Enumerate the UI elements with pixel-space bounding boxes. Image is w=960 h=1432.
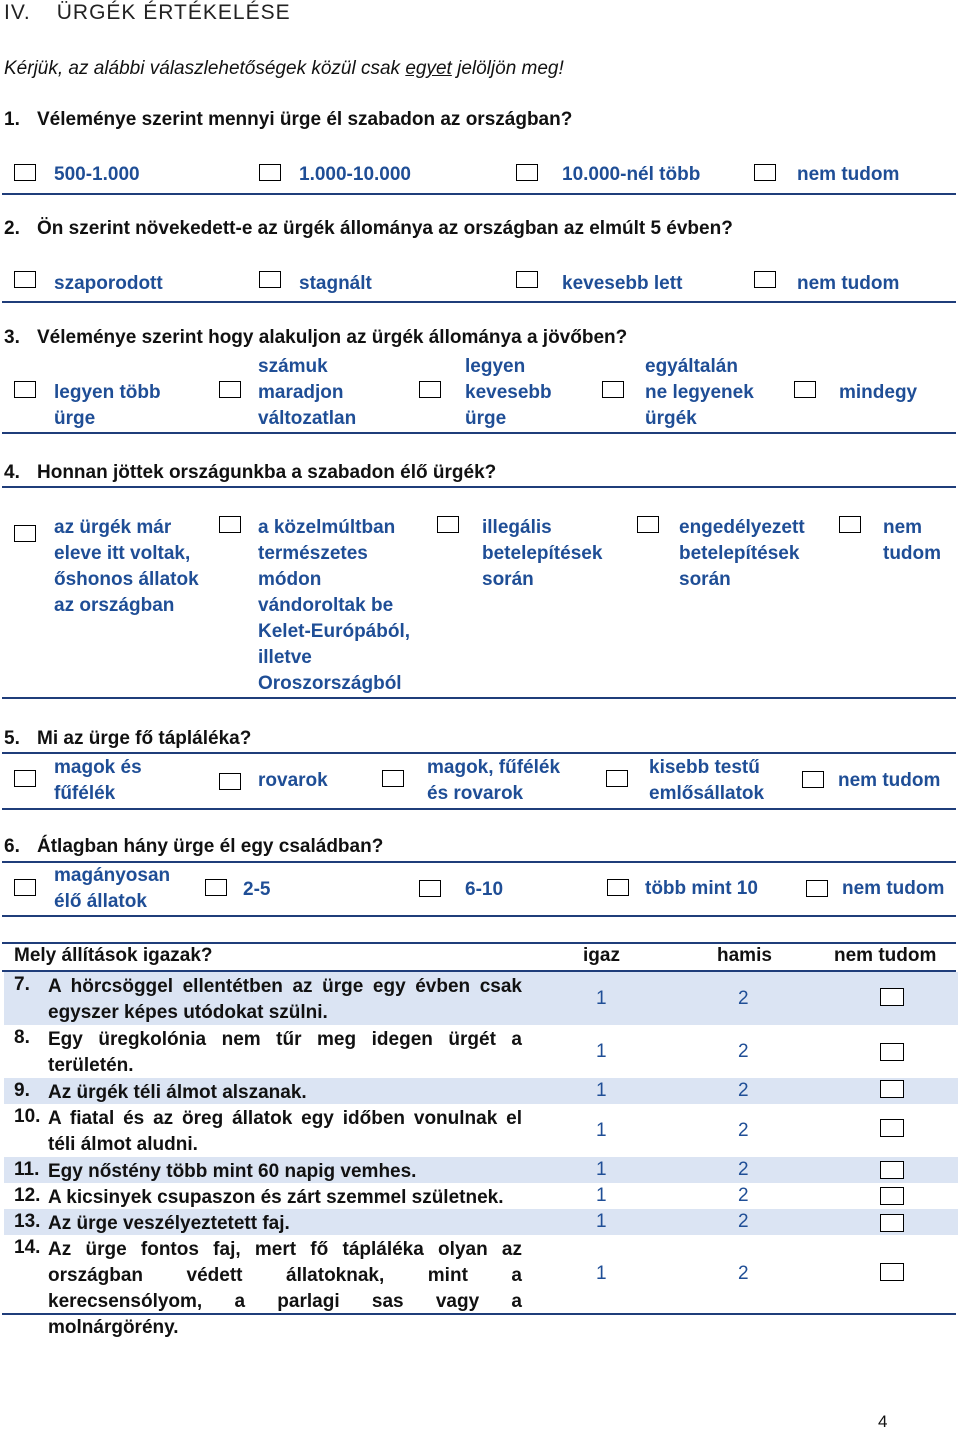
q6-option-3-label: 6-10 <box>465 879 504 900</box>
q5-option-1-label <box>54 755 142 807</box>
q5-option-3-checkbox[interactable] <box>382 770 404 787</box>
q3-option-1-label <box>54 354 161 432</box>
row-statement: A kicsinyek csupaszon és zárt szemmel születnek. <box>48 1187 504 1208</box>
section-number: IV. <box>4 1 31 24</box>
false-value[interactable]: 2 <box>738 988 749 1009</box>
question-5 <box>4 728 251 750</box>
question-text: Véleménye szerint hogy alakuljon az ürgék állománya a jövőben? <box>37 327 628 348</box>
question-3 <box>4 327 627 349</box>
row-number: 9. <box>14 1080 30 1101</box>
q4-option-1-label <box>54 515 199 619</box>
unknown-checkbox[interactable] <box>880 1187 904 1205</box>
question-6 <box>4 836 383 858</box>
q1-option-3-label: 10.000-nél több <box>562 164 701 185</box>
label-line: őshonos állatok <box>54 569 199 590</box>
label-line: kevesebb <box>465 382 552 403</box>
table-top-rule <box>2 942 956 944</box>
row-statement: Az ürge fontos faj, mert fő tápláléka olyan az országban védett állatoknak, mint a kerecsensólyom, a parlagi sas vagy a molnárgörény. <box>48 1239 522 1338</box>
row-number: 10. <box>14 1106 41 1127</box>
label-line: betelepítések <box>482 543 603 564</box>
divider <box>2 301 956 303</box>
table-row <box>4 1209 958 1235</box>
q3-option-1-checkbox[interactable] <box>14 381 36 398</box>
q5-option-4-checkbox[interactable] <box>606 770 628 787</box>
label-line: magok és <box>54 757 142 778</box>
q5-option-5-label: nem tudom <box>838 770 941 791</box>
question-number: 2. <box>4 218 20 239</box>
header-statement: Mely állítások igazak? <box>14 945 213 966</box>
row-statement: Egy nőstény több mint 60 napig vemhes. <box>48 1161 417 1182</box>
q4-option-5-label <box>883 515 941 567</box>
unknown-checkbox[interactable] <box>880 1080 904 1098</box>
question-1 <box>4 109 572 131</box>
true-value[interactable]: 1 <box>596 1080 607 1101</box>
row-number: 7. <box>14 974 30 995</box>
divider <box>2 808 956 810</box>
instruction-end: jelöljön meg! <box>451 58 564 79</box>
unknown-checkbox[interactable] <box>880 1214 904 1232</box>
q6-option-4-checkbox[interactable] <box>607 879 629 896</box>
section-title-text: ÜRGÉK ÉRTÉKELÉSE <box>56 1 291 24</box>
unknown-checkbox[interactable] <box>880 1119 904 1137</box>
table-row <box>4 1078 958 1104</box>
instruction <box>4 58 564 80</box>
page-number: 4 <box>878 1412 888 1431</box>
q6-option-2-checkbox[interactable] <box>205 879 227 896</box>
label-line: kisebb testű <box>649 757 760 778</box>
question-number: 3. <box>4 327 20 348</box>
q4-option-2-checkbox[interactable] <box>219 516 241 533</box>
header-unknown: nem tudom <box>834 945 937 966</box>
header-true: igaz <box>583 945 620 966</box>
row-statement: Egy üregkolónia nem tűr meg idegen ürgét a területén. <box>48 1029 522 1076</box>
q3-option-4-label <box>645 354 754 432</box>
q5-option-4-label <box>649 755 764 807</box>
label-line: Oroszországból <box>258 673 402 694</box>
q2-option-1-label: szaporodott <box>54 273 163 294</box>
q4-option-5-checkbox[interactable] <box>839 516 861 533</box>
q6-option-5-label: nem tudom <box>842 878 945 899</box>
question-text: Ön szerint növekedett-e az ürgék állománya az országban az elmúlt 5 évben? <box>37 218 733 239</box>
table-row <box>4 972 958 1025</box>
true-value[interactable]: 1 <box>596 1211 607 1232</box>
q2-option-3-checkbox[interactable] <box>516 271 538 288</box>
row-number: 8. <box>14 1027 30 1048</box>
label-line: ürge <box>54 408 96 429</box>
q5-option-3-label <box>427 755 560 807</box>
q6-option-5-checkbox[interactable] <box>806 880 828 897</box>
q6-option-4-label: több mint 10 <box>645 878 758 899</box>
question-text: Honnan jöttek országunkba a szabadon élő ürgék? <box>37 462 497 483</box>
instruction-text: Kérjük, az alábbi válaszlehetőségek közül csak <box>4 58 406 79</box>
label-line: eleve itt voltak, <box>54 543 191 564</box>
question-4 <box>4 462 496 484</box>
row-number: 11. <box>14 1159 40 1180</box>
q2-option-4-label: nem tudom <box>797 273 900 294</box>
label-line: élő állatok <box>54 891 147 912</box>
label-line: egyáltalán <box>645 356 738 377</box>
q3-option-2-checkbox[interactable] <box>219 381 241 398</box>
label-line: ürgék <box>645 408 697 429</box>
q2-option-2-label: stagnált <box>299 273 372 294</box>
q4-option-1-checkbox[interactable] <box>14 525 36 542</box>
true-value[interactable]: 1 <box>596 1159 607 1180</box>
q2-option-4-checkbox[interactable] <box>754 271 776 288</box>
q6-option-1-label <box>54 863 170 915</box>
question-text: Átlagban hány ürge él egy családban? <box>37 836 384 857</box>
label-line: során <box>482 569 534 590</box>
label-line: módon <box>258 569 322 590</box>
q1-option-2-checkbox[interactable] <box>259 164 281 181</box>
label-line: Kelet-Európából, <box>258 621 411 642</box>
label-line: legyen több <box>54 382 161 403</box>
table-row <box>4 1235 958 1338</box>
q5-option-5-checkbox[interactable] <box>802 771 824 788</box>
q4-option-3-checkbox[interactable] <box>437 516 459 533</box>
divider <box>2 752 956 754</box>
label-line: az ürgék már <box>54 517 172 538</box>
question-2 <box>4 218 733 240</box>
table-row <box>4 1025 958 1078</box>
label-line: során <box>679 569 731 590</box>
divider <box>2 915 956 917</box>
true-value[interactable]: 1 <box>596 1263 607 1284</box>
false-value[interactable]: 2 <box>738 1211 749 1232</box>
q5-option-2-checkbox[interactable] <box>219 773 241 790</box>
q5-option-2-label: rovarok <box>258 770 328 791</box>
row-number: 14. <box>14 1237 41 1258</box>
divider <box>2 432 956 434</box>
false-value[interactable]: 2 <box>738 1185 749 1206</box>
unknown-checkbox[interactable] <box>880 1043 904 1061</box>
q2-option-1-checkbox[interactable] <box>14 271 36 288</box>
label-line <box>54 354 161 380</box>
label-line: engedélyezett <box>679 517 805 538</box>
unknown-checkbox[interactable] <box>880 1161 904 1179</box>
row-number: 13. <box>14 1211 41 1232</box>
q4-option-3-label <box>482 515 602 593</box>
table-row <box>4 1157 958 1183</box>
table-row <box>4 1183 958 1209</box>
q3-option-3-label <box>465 354 552 432</box>
q1-option-1-label: 500-1.000 <box>54 164 140 185</box>
label-line: emlősállatok <box>649 783 765 804</box>
question-number: 6. <box>4 836 20 857</box>
q1-option-4-checkbox[interactable] <box>754 164 776 181</box>
label-line: természetes <box>258 543 368 564</box>
false-value[interactable]: 2 <box>738 1159 749 1180</box>
true-value[interactable]: 1 <box>596 988 607 1009</box>
table-row <box>4 1104 958 1157</box>
label-line: ürge <box>465 408 507 429</box>
q3-option-5-label: mindegy <box>839 382 918 403</box>
question-text: Véleménye szerint mennyi ürge él szabadon az országban? <box>37 109 573 130</box>
section-title <box>4 1 291 25</box>
label-line: fűfélék <box>54 783 116 804</box>
true-value[interactable]: 1 <box>596 1185 607 1206</box>
instruction-underlined: egyet <box>405 58 452 79</box>
divider <box>2 193 956 195</box>
true-value[interactable]: 1 <box>596 1041 607 1062</box>
row-statement: A fiatal és az öreg állatok egy időben vonulnak el téli álmot aludni. <box>48 1108 522 1155</box>
label-line: az országban <box>54 595 175 616</box>
q1-option-1-checkbox[interactable] <box>14 164 36 181</box>
label-line: maradjon <box>258 382 344 403</box>
row-statement: Az ürge veszélyeztetett faj. <box>48 1213 290 1234</box>
label-line: és rovarok <box>427 783 524 804</box>
question-number: 5. <box>4 728 20 749</box>
header-false: hamis <box>717 945 772 966</box>
question-number: 4. <box>4 462 20 483</box>
q6-option-3-checkbox[interactable] <box>419 880 441 897</box>
q4-option-4-label <box>679 515 805 593</box>
question-text: Mi az ürge fő tápláléka? <box>37 728 252 749</box>
q6-option-1-checkbox[interactable] <box>14 879 36 896</box>
label-line: tudom <box>883 543 942 564</box>
label-line: vándoroltak be <box>258 595 394 616</box>
label-line: számuk <box>258 356 328 377</box>
q2-option-2-checkbox[interactable] <box>259 271 281 288</box>
q3-option-2-label <box>258 354 356 432</box>
q1-option-2-label: 1.000-10.000 <box>299 164 411 185</box>
q4-option-4-checkbox[interactable] <box>637 516 659 533</box>
label-line: illetve <box>258 647 312 668</box>
question-number: 1. <box>4 109 20 130</box>
row-statement: A hörcsöggel ellentétben az ürge egy évben csak egyszer képes utódokat szülni. <box>48 976 522 1023</box>
false-value[interactable]: 2 <box>738 1080 749 1101</box>
q1-option-3-checkbox[interactable] <box>516 164 538 181</box>
row-number: 12. <box>14 1185 41 1206</box>
unknown-checkbox[interactable] <box>880 988 904 1006</box>
label-line: illegális <box>482 517 552 538</box>
divider <box>2 697 956 699</box>
false-value[interactable]: 2 <box>738 1263 749 1284</box>
q1-option-4-label: nem tudom <box>797 164 900 185</box>
q3-option-4-checkbox[interactable] <box>602 381 624 398</box>
unknown-checkbox[interactable] <box>880 1263 904 1281</box>
q6-option-2-label: 2-5 <box>243 879 271 900</box>
label-line: magányosan <box>54 865 171 886</box>
label-line: ne legyenek <box>645 382 754 403</box>
divider <box>2 486 956 488</box>
label-line: magok, fűfélék <box>427 757 561 778</box>
q2-option-3-label: kevesebb lett <box>562 273 683 294</box>
row-statement: Az ürgék téli álmot alszanak. <box>48 1082 307 1103</box>
false-value[interactable]: 2 <box>738 1041 749 1062</box>
label-line: betelepítések <box>679 543 800 564</box>
label-line: nem <box>883 517 923 538</box>
label-line: változatlan <box>258 408 357 429</box>
q5-option-1-checkbox[interactable] <box>14 770 36 787</box>
label-line: legyen <box>465 356 526 377</box>
table-bottom-rule <box>2 1313 956 1315</box>
false-value[interactable]: 2 <box>738 1120 749 1141</box>
true-value[interactable]: 1 <box>596 1120 607 1141</box>
q3-option-3-checkbox[interactable] <box>419 381 441 398</box>
q4-option-2-label <box>258 515 410 697</box>
q3-option-5-checkbox[interactable] <box>794 381 816 398</box>
label-line: a közelmúltban <box>258 517 396 538</box>
